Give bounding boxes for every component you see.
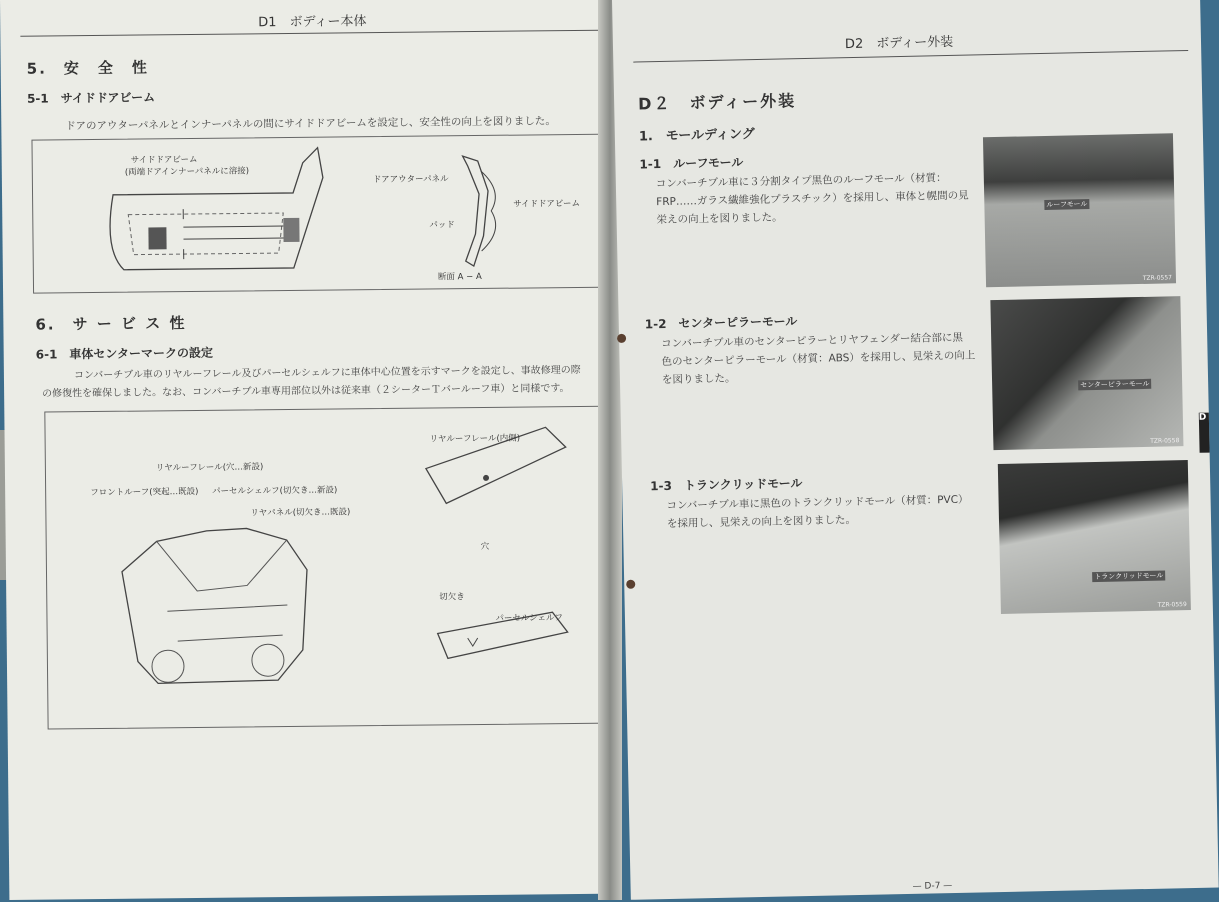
diagram-label: 断面 A − A — [438, 270, 482, 282]
body-shell-diagram — [45, 407, 606, 729]
paragraph: コンバーチブル車に黒色のトランクリッドモール（材質：PVC） を採用し、見栄えの向上を図りました。 — [666, 490, 987, 533]
diagram-label: (両端ドアインナーパネルに溶接) — [125, 164, 249, 177]
diagram-label: 切欠き — [439, 590, 465, 602]
photo-trunk-lid-mold — [998, 460, 1191, 614]
diagram-label: パーセルシェルフ — [495, 611, 563, 624]
page-header: D1 ボディー本体 — [258, 10, 366, 30]
page-title: D２ ボディー外装 — [638, 88, 796, 114]
page-header: D2 ボディー外装 — [845, 31, 954, 52]
header-rule — [633, 50, 1188, 63]
paragraph: ドアのアウターパネルとインナーパネルの間にサイドドアビームを設定し、安全性の向上を図りました。 — [65, 112, 556, 135]
paragraph: コンバーチブル車のセンターピラーとリヤフェンダー結合部に黒 色のセンターピラーモール（材質：ABS）を採用し、見栄えの向上 を図りました。 — [661, 328, 982, 389]
diagram-label: リヤルーフレール(内側) — [430, 432, 521, 445]
section-title: 5. 安 全 性 — [27, 56, 149, 78]
diagram-label: サイドドアビーム — [131, 153, 198, 166]
photo-roof-mold — [983, 133, 1176, 287]
diagram-label: ドアアウターパネル — [373, 172, 449, 185]
paragraph: コンバーチブル車のリヤルーフレール及びパーセルシェルフに車体中心位置を示すマークを設定し、事故修理の際 — [74, 362, 581, 385]
subsection-title: 1-2 センターピラーモール — [645, 312, 798, 332]
diagram-label: リヤルーフレール(穴…新設) — [156, 460, 264, 473]
paragraph: コンバーチブル車に３分割タイプ黒色のルーフモール（材質： FRP……ガラス繊維強化プラスチック）を採用し、車体と幌間の見 栄えの向上を図りました。 — [656, 168, 977, 229]
photo-caption: センターピラーモール — [1078, 379, 1152, 391]
section-tab: D — [1199, 413, 1210, 453]
section-title: 1. モールディング — [639, 123, 755, 144]
photo-code: TZR-0558 — [1150, 437, 1179, 445]
door-diagram — [32, 135, 600, 293]
photo-caption: トランクリッドモール — [1092, 571, 1165, 583]
diagram-label: パーセルシェルフ(切欠き…新設) — [212, 483, 337, 496]
page-number: — D-7 — — [912, 877, 952, 896]
figure-side-door-beam — [31, 134, 601, 294]
section-title: 6. サ ー ビ ス 性 — [35, 312, 186, 335]
binder-hole — [617, 334, 626, 343]
paragraph: の修復性を確保しました。なお、コンバーチブル車専用部位以外は従来車（２シーターＴバールーフ車）と同様です。 — [42, 380, 570, 404]
right-page — [612, 0, 1219, 900]
binder-hole — [626, 580, 635, 589]
photo-code: TZR-0559 — [1158, 601, 1187, 609]
diagram-label: サイドドアビーム — [513, 197, 580, 210]
subsection-title: 5-1 サイドドアビーム — [27, 88, 155, 106]
subsection-title: 6-1 車体センターマークの設定 — [36, 344, 213, 363]
photo-center-pillar-mold — [990, 296, 1183, 450]
photo-caption: ルーフモール — [1044, 199, 1089, 210]
figure-center-mark — [44, 406, 607, 730]
diagram-label: リヤパネル(切欠き…既設) — [250, 505, 350, 518]
header-rule — [20, 30, 600, 37]
subsection-title: 1-3 トランクリッドモール — [650, 474, 803, 494]
photo-code: TZR-0557 — [1143, 274, 1172, 282]
diagram-label: 穴 — [481, 540, 490, 552]
diagram-label: パッド — [429, 218, 455, 230]
diagram-label: フロントルーフ(突起…既設) — [90, 485, 198, 498]
subsection-title: 1-1 ルーフモール — [639, 153, 743, 172]
